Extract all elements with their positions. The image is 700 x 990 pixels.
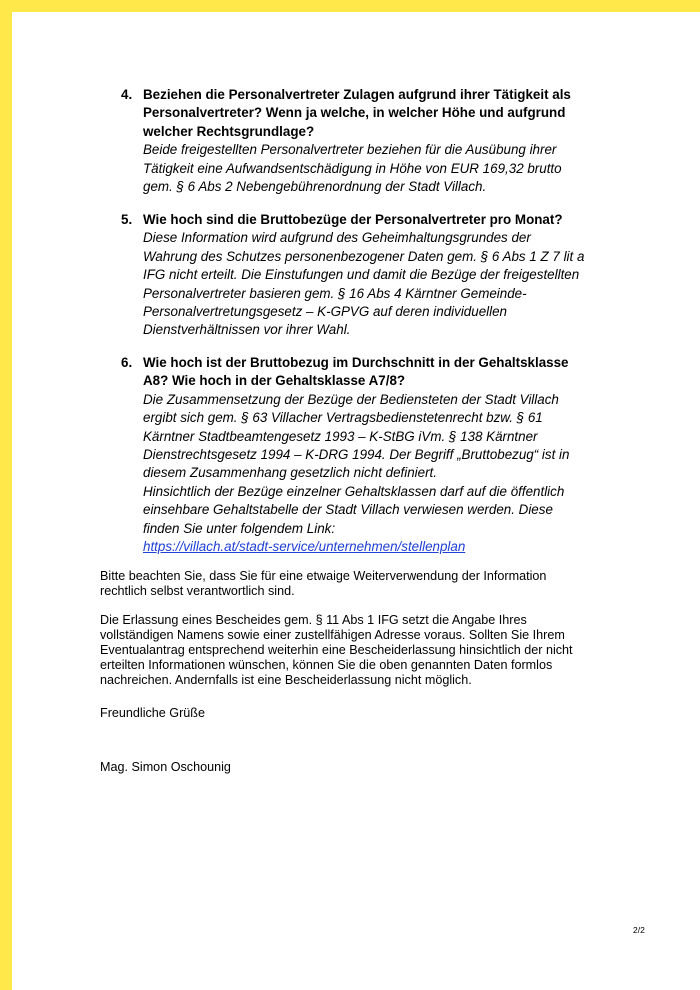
stellenplan-link[interactable]: https://villach.at/stadt-service/unternehmen/stellenplan bbox=[143, 539, 466, 555]
notice-paragraph: Bitte beachten Sie, dass Sie für eine etwaige Weiterverwendung der Information rechtlich selbst verantwortlich sind. bbox=[100, 569, 547, 598]
question-6 bbox=[121, 354, 601, 556]
question-title: Wie hoch ist der Bruttobezug im Durchschnitt in der Gehaltsklasse A8? Wie hoch in der Gehaltsklasse A7/8? bbox=[143, 355, 569, 389]
question-answer: Die Zusammensetzung der Bezüge der Bediensteten der Stadt Villach ergibt sich gem. § 63 Villacher Vertragsbedienstetenrecht bzw. § 61 Kärntner Stadtbeamtengesetz 1993 – K-StBG iVm. § 138 Kärntner Dienstrechtsgesetz 1994 – K-DRG 1994. Der Begriff „Bruttobezug“ ist in diesem Zusammenhang gesetzlich nicht definiert. Hinsichtlich der Bezüge einzelner Gehaltsklassen darf auf die öffentlich einsehbare Gehaltstabelle der Stadt Villach verwiesen werden. Diese finden Sie unter folgendem Link: bbox=[143, 391, 570, 536]
decision-paragraph: Die Erlassung eines Bescheides gem. § 11 Abs 1 IFG setzt die Angabe Ihres vollständigen Namens sowie einer zustellfähigen Adresse voraus. Sollten Sie Ihrem Eventualantrag entsprechend weiterhin eine Bescheiderlassung hinsichtlich der nicht erteilten Informationen wünschen, können Sie die oben genannten Daten formlos nachreichen. Andernfalls ist eine Bescheiderlassung nicht möglich. bbox=[100, 613, 573, 687]
question-number: 4. bbox=[121, 87, 133, 102]
question-4 bbox=[121, 86, 601, 196]
question-title: Beziehen die Personalvertreter Zulagen aufgrund ihrer Tätigkeit als Personalvertreter? Wenn ja welche, in welcher Höhe und aufgrund welcher Rechtsgrundlage? bbox=[143, 87, 571, 139]
closing-greeting: Freundliche Grüße bbox=[100, 706, 205, 720]
question-title: Wie hoch sind die Bruttobezüge der Personalvertreter pro Monat? bbox=[143, 212, 563, 227]
question-number: 5. bbox=[121, 212, 133, 227]
question-answer: Diese Information wird aufgrund des Geheimhaltungsgrundes der Wahrung des Schutzes personenbezogener Daten gem. § 6 Abs 1 Z 7 lit a IFG nicht erteilt. Die Einstufungen und damit die Bezüge der freigestellten Personalvertreter basieren gem. § 16 Abs 4 Kärntner Gemeinde- Personalvertretungsgesetz – K-GPVG auf deren individuellen Dienstverhältnissen vor ihrer Wahl. bbox=[143, 230, 585, 338]
page-number: 2/2 bbox=[633, 925, 645, 935]
question-number: 6. bbox=[121, 355, 133, 370]
signature-name: Mag. Simon Oschounig bbox=[100, 760, 231, 774]
question-answer: Beide freigestellten Personalvertreter beziehen für die Ausübung ihrer Tätigkeit eine Aufwandsentschädigung in Höhe von EUR 169,32 brutto gem. § 6 Abs 2 Nebengebührenordnung der Stadt Villach. bbox=[143, 142, 562, 195]
question-5 bbox=[121, 211, 601, 340]
